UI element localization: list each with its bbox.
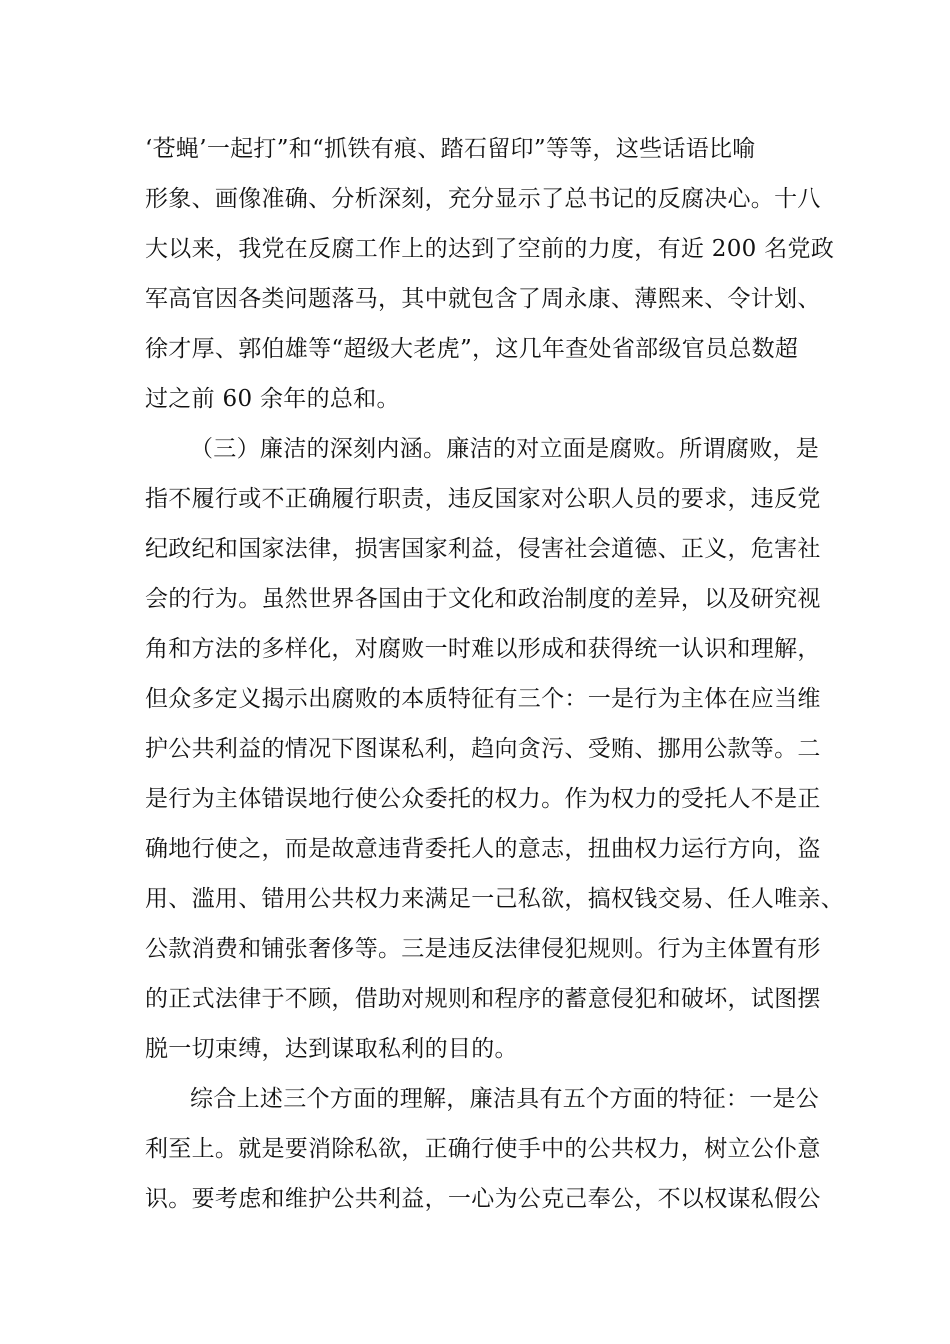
text-line-9: 纪政纪和国家法律，损害国家利益，侵害社会道德、正义，危害社 (145, 536, 821, 562)
text-line-19: 脱一切束缚，达到谋取私利的目的。 (145, 1036, 518, 1062)
text-line-14: 是行为主体错误地行使公众委托的权力。作为权力的受托人不是正 (145, 786, 821, 812)
text-line-4: 军高官因各类问题落马，其中就包含了周永康、薄熙来、令计划、 (145, 286, 821, 312)
text-line-18: 的正式法律于不顾，借助对规则和程序的蓄意侵犯和破坏，试图摆 (145, 986, 821, 1012)
text-line-8: 指不履行或不正确履行职责，违反国家对公职人员的要求，违反党 (145, 486, 821, 512)
text-line-20: 综合上述三个方面的理解，廉洁具有五个方面的特征：一是公 (190, 1086, 820, 1112)
text-line-3: 大以来，我党在反腐工作上的达到了空前的力度，有近 200 名党政 (145, 236, 835, 262)
text-line-16: 用、滥用、错用公共权力来满足一己私欲，搞权钱交易、任人唯亲、 (145, 886, 844, 912)
text-line-21: 利至上。就是要消除私欲，正确行使手中的公共权力，树立公仆意 (145, 1136, 821, 1162)
text-line-6: 过之前 60 余年的总和。 (145, 386, 400, 412)
text-line-12: 但众多定义揭示出腐败的本质特征有三个：一是行为主体在应当维 (145, 686, 821, 712)
text-line-5: 徐才厚、郭伯雄等“超级大老虎”，这几年查处省部级官员总数超 (145, 336, 799, 362)
text-line-22: 识。要考虑和维护公共利益，一心为公克己奉公，不以权谋私假公 (145, 1186, 821, 1212)
text-line-17: 公款消费和铺张奢侈等。三是违反法律侵犯规则。行为主体置有形 (145, 936, 821, 962)
text-line-15: 确地行使之，而是故意违背委托人的意志，扭曲权力运行方向，盗 (145, 836, 821, 862)
text-line-1: ‘苍蝇’一起打”和“抓铁有痕、踏石留印”等等，这些话语比喻 (145, 136, 756, 162)
section-heading-line: （三）廉洁的深刻内涵。廉洁的对立面是腐败。所谓腐败，是 (190, 436, 820, 462)
text-line-10: 会的行为。虽然世界各国由于文化和政治制度的差异，以及研究视 (145, 586, 821, 612)
text-line-13: 护公共利益的情况下图谋私利，趋向贪污、受贿、挪用公款等。二 (145, 736, 821, 762)
text-line-2: 形象、画像准确、分析深刻，充分显示了总书记的反腐决心。十八 (145, 186, 821, 212)
text-line-11: 角和方法的多样化，对腐败一时难以形成和获得统一认识和理解， (145, 636, 821, 662)
